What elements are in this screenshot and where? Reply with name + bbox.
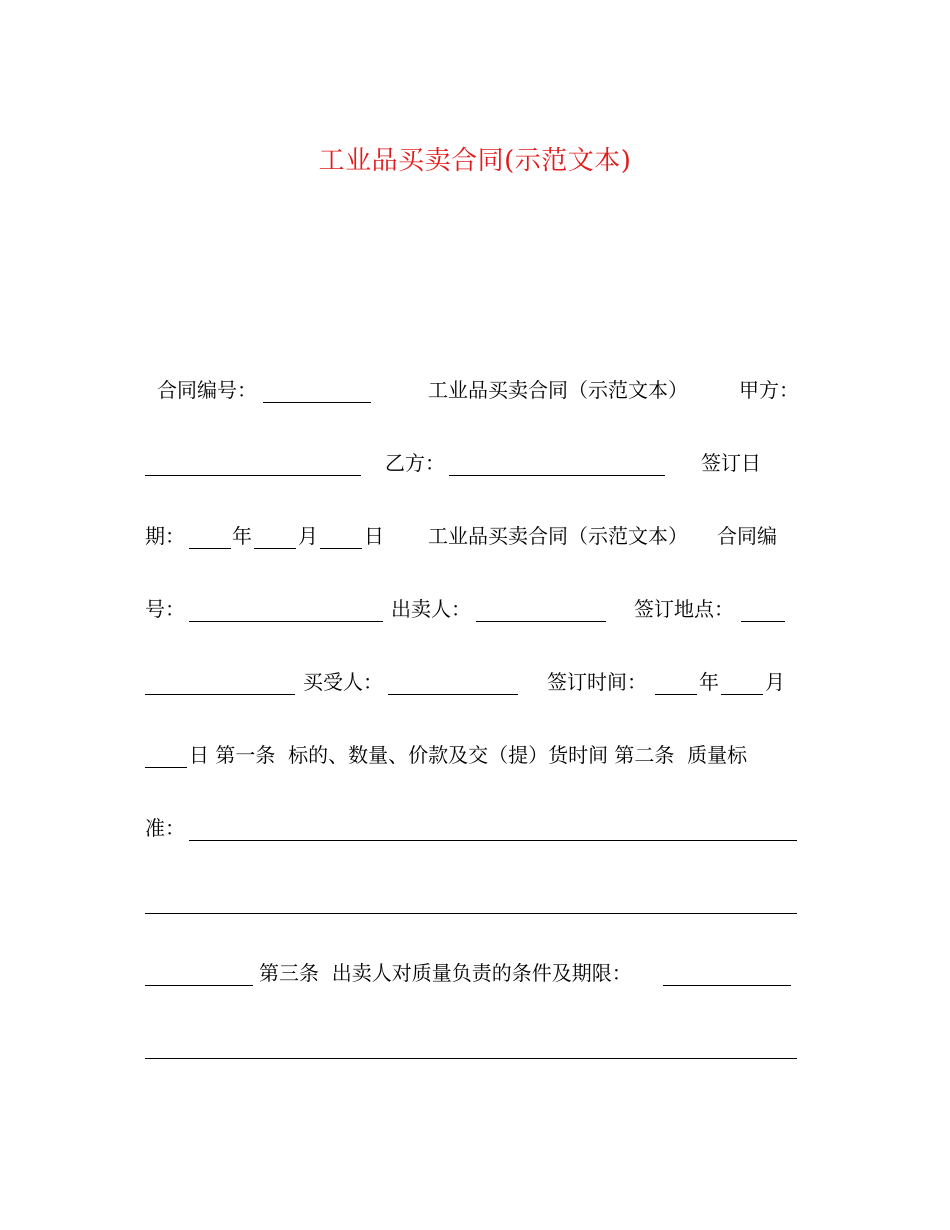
contract-number-label: 合同编号： [157, 378, 257, 402]
contract-line-1 [145, 375, 800, 405]
number-label-continued: 号： [145, 597, 185, 621]
signing-date-label: 签订日 [701, 451, 761, 475]
day-blank[interactable] [320, 548, 362, 549]
signing-place-blank-continued[interactable] [145, 694, 295, 695]
time-year-blank[interactable] [655, 694, 697, 695]
month-label: 月 [298, 524, 318, 548]
signing-place-label: 签订地点： [634, 597, 734, 621]
buyer-label: 买受人： [303, 670, 383, 694]
date-label-continued: 期： [145, 524, 185, 548]
year-blank[interactable] [189, 548, 231, 549]
article-1-2-text: 日 第一条 标的、数量、价款及交（提）货时间 第二条 质量标 [189, 743, 748, 767]
signing-time-label: 签订时间： [547, 670, 647, 694]
party-b-label: 乙方： [385, 451, 445, 475]
contract-line-8 [145, 886, 800, 916]
contract-line-3 [145, 521, 800, 551]
signing-place-blank[interactable] [741, 621, 785, 622]
seller-blank[interactable] [476, 621, 606, 622]
time-year-label: 年 [699, 670, 719, 694]
contract-number-blank[interactable] [189, 621, 383, 622]
contract-line-10 [145, 1031, 800, 1061]
contract-line-2 [145, 448, 800, 478]
quality-standard-blank-end[interactable] [145, 985, 253, 986]
article-3-text: 第三条 出卖人对质量负责的条件及期限： [259, 961, 632, 985]
contract-line-7 [145, 813, 800, 843]
contract-heading-text: 工业品买卖合同（示范文本） [428, 524, 688, 548]
party-a-label: 甲方： [739, 378, 799, 402]
contract-line-6 [145, 740, 800, 770]
quality-standard-label: 准： [145, 816, 185, 840]
contract-line-5 [145, 667, 800, 697]
time-month-blank[interactable] [721, 694, 763, 695]
time-month-label: 月 [765, 670, 785, 694]
document-title: 工业品买卖合同(示范文本) [318, 146, 632, 176]
month-blank[interactable] [254, 548, 296, 549]
quality-standard-blank[interactable] [189, 840, 797, 841]
time-day-blank[interactable] [145, 767, 187, 768]
seller-label: 出卖人： [391, 597, 471, 621]
contract-number-blank[interactable] [263, 402, 371, 403]
quality-responsibility-blank-continued[interactable] [145, 1058, 797, 1059]
day-label: 日 [364, 524, 384, 548]
contract-heading-text: 工业品买卖合同（示范文本） [428, 378, 688, 402]
quality-responsibility-blank[interactable] [663, 985, 791, 986]
quality-standard-blank-continued[interactable] [145, 913, 797, 914]
contract-number-label: 合同编 [717, 524, 777, 548]
contract-line-4 [145, 594, 800, 624]
buyer-blank[interactable] [388, 694, 518, 695]
party-b-blank[interactable] [449, 475, 665, 476]
party-a-blank[interactable] [145, 475, 361, 476]
year-label: 年 [232, 524, 252, 548]
contract-line-9 [145, 958, 800, 988]
